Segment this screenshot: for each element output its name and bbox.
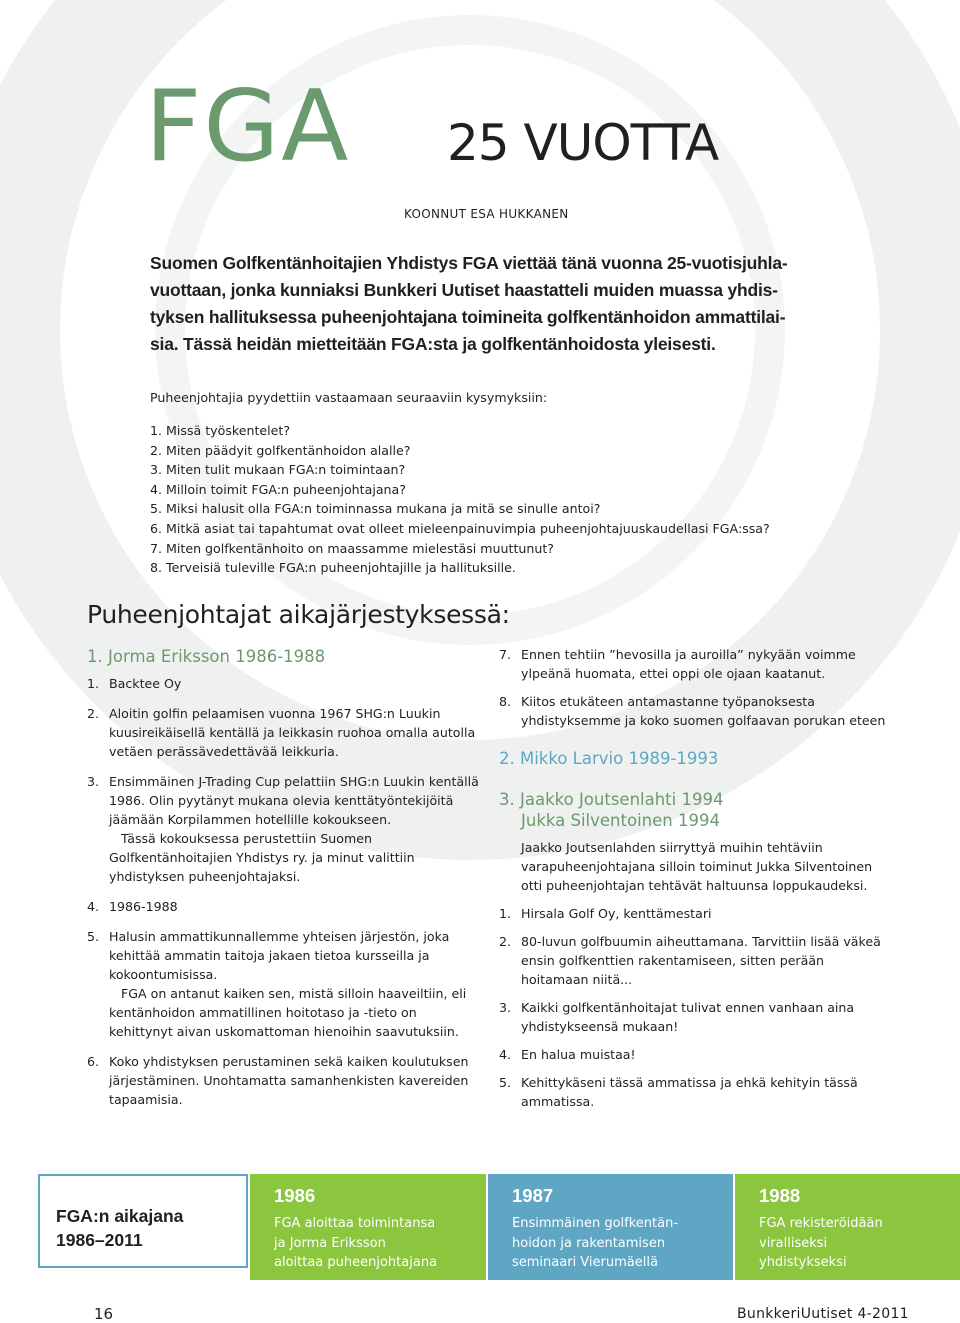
- left-column: [87, 646, 481, 1109]
- answer-item: 8. Kiitos etukäteen antamastanne työpanoksesta yhdistyksemme ja koko suomen golfaavan porukan eteen: [499, 694, 886, 728]
- answer-item: 2. Aloitin golfin pelaamisen vuonna 1967 SHG:n Luukin kuusireikäisellä kentällä ja leikkasin ruohoa omalla autolla vetäen perässävedettävää leikkuria.: [87, 706, 476, 759]
- question-list: [150, 421, 770, 578]
- lead-line: tyksen hallituksessa puheenjohtajana toimineita golfkentänhoidon ammattilai-: [150, 307, 786, 327]
- chair-name-joutsenlahti: 3. Jaakko Joutsenlahti 1994: [499, 790, 724, 809]
- lead-line: Suomen Golfkentänhoitajien Yhdistys FGA viettää tänä vuonna 25-vuotisjuhla-: [150, 253, 788, 273]
- byline: KOONNUT ESA HUKKANEN: [404, 207, 569, 221]
- question-item: 5. Miksi halusit olla FGA:n toiminnassa mukana ja mitä se sinulle antoi?: [150, 501, 601, 517]
- question-item: 3. Miten tulit mukaan FGA:n toimintaan?: [150, 462, 406, 478]
- answer-item: 5. Kehittykäseni tässä ammatissa ja ehkä kehityin tässä ammatissa.: [499, 1075, 858, 1109]
- answer-item: 4. En halua muistaa!: [499, 1047, 636, 1062]
- timeline-entry-1986: 1986 FGA aloittaa toimintansa ja Jorma Eriksson aloittaa puheenjohtajana: [250, 1174, 486, 1280]
- questions-intro: Puheenjohtajia pyydettiin vastaamaan seuraaviin kysymyksiin:: [150, 390, 548, 405]
- timeline-title: FGA:n aikajana 1986–2011: [56, 1206, 184, 1250]
- chair-name-larvio: 2. Mikko Larvio 1989-1993: [499, 749, 719, 768]
- answer-item: 3. Ensimmäinen J-Trading Cup pelattiin SHG:n Luukin kentällä 1986. Olin pyytänyt mukana olevia kenttätyöntekijöitä jäämään Korpilammen hotellille kokoukseen. Tässä kokouksessa perustettiin Suomen Golfkentänhoitajien Yhdistys ry. ja minut valittiin yhdistyksen puheenjohtajaksi.: [87, 774, 479, 884]
- chair-name-eriksson: 1. Jorma Eriksson 1986-1988: [87, 647, 326, 666]
- answer-item: 4. 1986-1988: [87, 899, 178, 914]
- timeline-entry-1988: 1988 FGA rekisteröidään viralliseksi yhdistykseksi: [735, 1174, 960, 1280]
- page-number: 16: [94, 1305, 114, 1323]
- magazine-name: BunkkeriUutiset 4-2011: [737, 1306, 909, 1322]
- answer-item: 7. Ennen tehtiin ”hevosilla ja auroilla” nykyään voimme ylpeänä huomata, ettei oppi ole ojaan kaatanut.: [499, 647, 856, 681]
- section-heading: Puheenjohtajat aikajärjestyksessä:: [87, 600, 510, 629]
- question-item: 1. Missä työskentelet?: [150, 423, 291, 438]
- question-item: 4. Milloin toimit FGA:n puheenjohtajana?: [150, 481, 406, 497]
- timeline-title-box: [38, 1174, 248, 1268]
- question-item: 2. Miten päädyit golfkentänhoidon alalle?: [150, 442, 411, 458]
- chair-name-silventoinen: Jukka Silventoinen 1994: [521, 811, 720, 830]
- answer-item: 6. Koko yhdistyksen perustaminen sekä kaiken koulutuksen järjestäminen. Unohtamatta samanhenkisten kavereiden tapaamisia.: [87, 1054, 469, 1107]
- question-item: 8. Terveisiä tuleville FGA:n puheenjohtajille ja hallituksille.: [150, 560, 516, 576]
- answer-item: 1. Hirsala Golf Oy, kenttämestari: [499, 906, 712, 921]
- lead-line: vuottaan, jonka kunniaksi Bunkkeri Uutiset haastatteli muiden muassa yhdis-: [150, 280, 778, 300]
- answer-item: 1. Backtee Oy: [87, 676, 182, 691]
- lead-paragraph: [150, 250, 830, 358]
- answer-item: 2. 80-luvun golfbuumin aiheuttamana. Tarvittiin lisää väkeä ensin golfkenttien rakentamiseen, sitten perään hoitamaan niitä...: [499, 934, 881, 987]
- right-column: [499, 645, 894, 1111]
- chair-paragraph: Jaakko Joutsenlahden siirryttyä muihin tehtäviin varapuheenjohtajana silloin toiminut Jukka Silventoinen otti puheenjohtajan tehtävät haltuunsa loppukaudeksi.: [521, 840, 873, 893]
- lead-line: sia. Tässä heidän mietteitään FGA:sta ja golfkentänhoidosta yleisesti.: [150, 334, 716, 354]
- answer-item: 3. Kaikki golfkentänhoitajat tulivat ennen vanhaan aina yhdistykseensä mukaan!: [499, 1000, 855, 1034]
- answer-item: 5. Halusin ammattikunnallemme yhteisen järjestön, joka kehittää ammatin taitoja jakaen tietoa kursseilla ja kokoontumisissa. FGA on antanut kaiken sen, mistä silloin haaveiltiin, eli kentänhoidon ammatillinen hoitotaso ja -tieto on kehittynyt aivan uskomattoman hienoihin saavutuksiin.: [87, 929, 467, 1039]
- title-fga: FGA: [145, 70, 351, 184]
- timeline-entry-1987: 1987 Ensimmäinen golfkentän- hoidon ja rakentamisen seminaari Vierumäellä: [488, 1174, 733, 1280]
- question-item: 6. Mitkä asiat tai tapahtumat ovat olleet mieleenpainuvimpia puheenjohtajuuskaudellasi FGA:ssa?: [150, 520, 770, 536]
- question-item: 7. Miten golfkentänhoito on maassamme mielestäsi muuttunut?: [150, 540, 554, 556]
- title-25-vuotta: 25 VUOTTA: [447, 114, 719, 172]
